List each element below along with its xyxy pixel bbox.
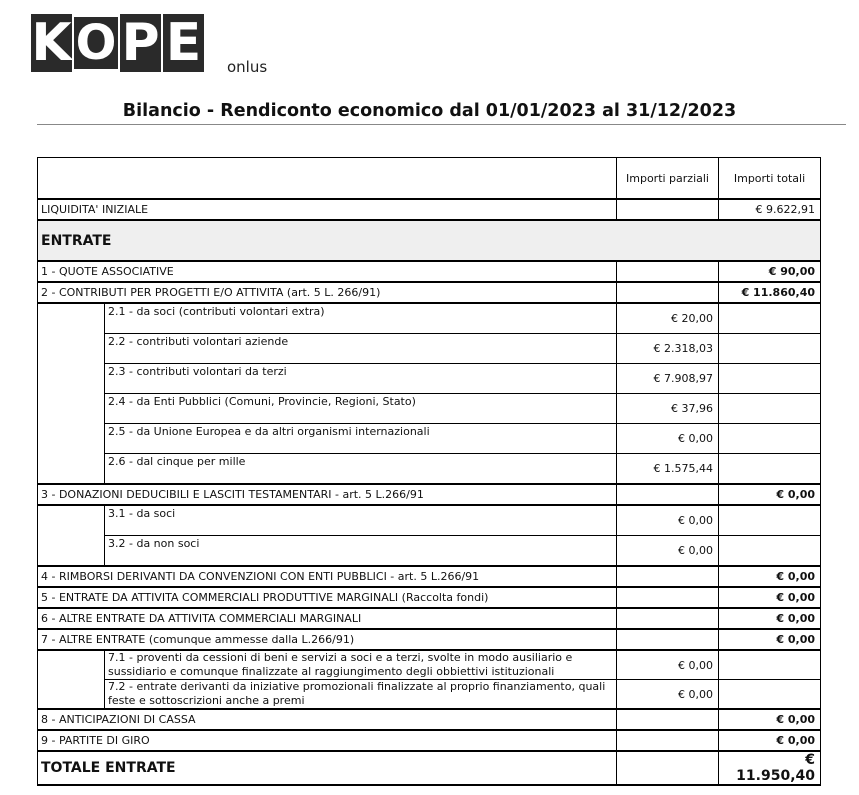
section-title: ENTRATE <box>38 220 821 261</box>
section-header-entrate <box>38 220 821 261</box>
row-label: 8 - ANTICIPAZIONI DI CASSA <box>38 709 617 730</box>
row-total: € 90,00 <box>719 261 821 282</box>
sub-row <box>38 536 821 567</box>
table-row <box>38 261 821 282</box>
sub-amount: € 0,00 <box>617 424 719 454</box>
sub-label: 3.2 - da non soci <box>105 536 617 567</box>
sub-row <box>38 505 821 536</box>
total-label: TOTALE ENTRATE <box>38 751 617 785</box>
logo-letter-e: E <box>163 14 204 72</box>
logo-suffix: onlus <box>227 58 268 76</box>
header-empty-cell <box>38 158 617 200</box>
table-row <box>38 730 821 751</box>
row-label: 7 - ALTRE ENTRATE (comunque ammesse dalla L.266/91) <box>38 629 617 650</box>
sub-amount: € 0,00 <box>617 680 719 710</box>
logo-letter-o: O <box>75 15 117 71</box>
total-row <box>38 751 821 785</box>
sub-label: 2.6 - dal cinque per mille <box>105 454 617 485</box>
sub-amount: € 20,00 <box>617 303 719 334</box>
sub-label: 2.3 - contributi volontari da terzi <box>105 364 617 394</box>
row-label: 1 - QUOTE ASSOCIATIVE <box>38 261 617 282</box>
row-label: 3 - DONAZIONI DEDUCIBILI E LASCITI TESTAMENTARI - art. 5 L.266/91 <box>38 484 617 505</box>
table-row <box>38 566 821 587</box>
row-label: 5 - ENTRATE DA ATTIVITA COMMERCIALI PRODUTTIVE MARGINALI (Raccolta fondi) <box>38 587 617 608</box>
col-header-totali: Importi totali <box>719 158 821 200</box>
sub-label: 3.1 - da soci <box>105 505 617 536</box>
sub-amount: € 0,00 <box>617 505 719 536</box>
sub-label: 2.2 - contributi volontari aziende <box>105 334 617 364</box>
table-row <box>38 282 821 303</box>
col-header-parziali: Importi parziali <box>617 158 719 200</box>
total-amount: € 11.950,40 <box>719 751 821 785</box>
sub-label: 7.1 - proventi da cessioni di beni e servizi a soci e a terzi, svolte in modo ausiliario e sussidiario e comunque finalizzate al raggiungimento degli obbiettivi istituzionali <box>105 650 617 680</box>
table-row <box>38 709 821 730</box>
row-total: € 9.622,91 <box>719 199 821 220</box>
indent-cell <box>38 650 105 709</box>
sub-row <box>38 303 821 334</box>
sub-amount: € 1.575,44 <box>617 454 719 485</box>
row-total: € 0,00 <box>719 566 821 587</box>
sub-row <box>38 334 821 364</box>
row-total: € 0,00 <box>719 730 821 751</box>
sub-amount: € 2.318,03 <box>617 334 719 364</box>
sub-label: 2.1 - da soci (contributi volontari extra) <box>105 303 617 334</box>
indent-cell <box>38 505 105 566</box>
sub-row <box>38 680 821 710</box>
table-row <box>38 629 821 650</box>
indent-cell <box>38 303 105 484</box>
bilancio-table <box>37 157 821 786</box>
sub-amount: € 0,00 <box>617 650 719 680</box>
sub-row <box>38 424 821 454</box>
sub-amount: € 7.908,97 <box>617 364 719 394</box>
row-total: € 0,00 <box>719 709 821 730</box>
table-row <box>38 608 821 629</box>
sub-amount: € 0,00 <box>617 536 719 567</box>
row-total: € 0,00 <box>719 587 821 608</box>
row-label: 6 - ALTRE ENTRATE DA ATTIVITA COMMERCIALI MARGINALI <box>38 608 617 629</box>
sub-label: 2.5 - da Unione Europea e da altri organismi internazionali <box>105 424 617 454</box>
row-label: 2 - CONTRIBUTI PER PROGETTI E/O ATTIVITA (art. 5 L. 266/91) <box>38 282 617 303</box>
sub-row <box>38 454 821 485</box>
logo-letter-k: K <box>31 13 72 73</box>
sub-row <box>38 394 821 424</box>
row-total: € 0,00 <box>719 484 821 505</box>
page-title: Bilancio - Rendiconto economico dal 01/01/2023 al 31/12/2023 <box>122 101 737 121</box>
sub-row <box>38 364 821 394</box>
sub-label: 7.2 - entrate derivanti da iniziative promozionali finalizzate al proprio finanziamento, quali feste e sottoscrizioni anche a premi <box>105 680 617 710</box>
row-total: € 0,00 <box>719 629 821 650</box>
row-total: € 0,00 <box>719 608 821 629</box>
row-label: LIQUIDITA' INIZIALE <box>38 199 617 220</box>
sub-amount: € 37,96 <box>617 394 719 424</box>
table-row <box>38 587 821 608</box>
table-header-row <box>38 158 821 200</box>
row-label: 4 - RIMBORSI DERIVANTI DA CONVENZIONI CON ENTI PUBBLICI - art. 5 L.266/91 <box>38 566 617 587</box>
sub-label: 2.4 - da Enti Pubblici (Comuni, Provincie, Regioni, Stato) <box>105 394 617 424</box>
sub-row <box>38 650 821 680</box>
title-divider <box>37 124 846 125</box>
table-row <box>38 484 821 505</box>
table-row <box>38 199 821 220</box>
logo-letter-p: P <box>121 13 160 73</box>
row-total: € 11.860,40 <box>719 282 821 303</box>
kope-logo <box>31 14 206 72</box>
row-label: 9 - PARTITE DI GIRO <box>38 730 617 751</box>
